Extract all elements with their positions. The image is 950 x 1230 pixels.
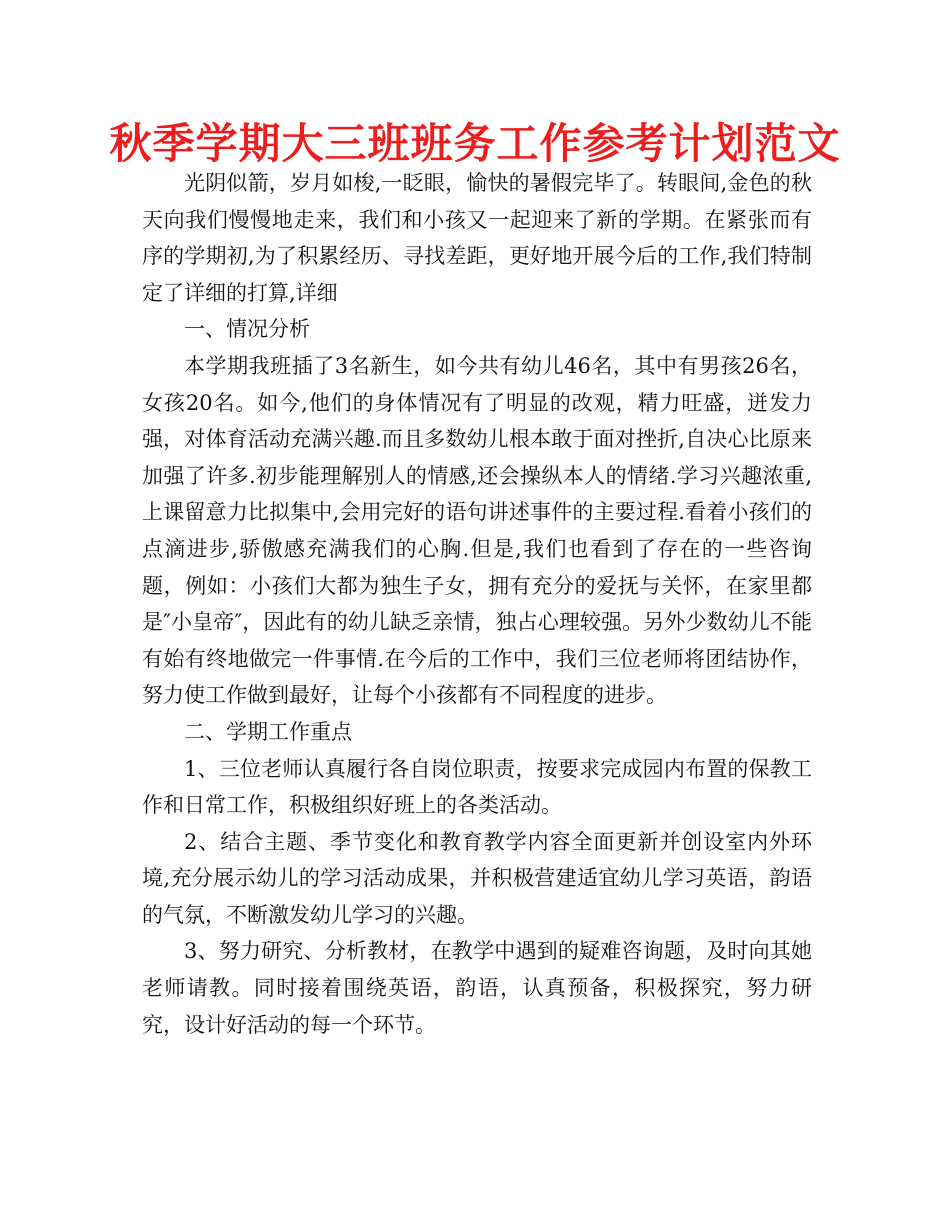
section-heading-work-focus: 二、学期工作重点	[184, 719, 352, 744]
work-focus-item-1: 1、三位老师认真履行各自岗位职责，按要求完成园内布置的保教工作和日常工作，积极组织好班上的各类活动。	[142, 756, 812, 818]
intro-paragraph: 光阴似箭，岁月如梭,一眨眼，愉快的暑假完毕了。转眼间,金色的秋天向我们慢慢地走来，我们和小孩又一起迎来了新的学期。在紧张而有序的学期初,为了积累经历、寻找差距，更好地开展今后的工作,我们特制定了详细的打算,详细	[142, 171, 812, 305]
document-title: 秋季学期大三班班务工作参考计划范文	[109, 119, 841, 168]
section-heading-situation-analysis: 一、情况分析	[184, 317, 310, 342]
situation-analysis-paragraph: 本学期我班插了3名新生，如今共有幼儿46名，其中有男孩26名，女孩20名。如今,他们的身体情况有了明显的改观，精力旺盛，迸发力强，对体育活动充满兴趣.而且多数幼儿根本敢于面对挫折,自决心比原来加强了许多.初步能理解别人的情感,还会操纵本人的情绪.学习兴趣浓重,上课留意力比拟集中,会用完好的语句讲述事件的主要过程.看着小孩们的点滴进步,骄傲感充满我们的心胸.但是,我们也看到了存在的一些咨询题，例如：小孩们大都为独生子女，拥有充分的爱抚与关怀，在家里都是″小皇帝″，因此有的幼儿缺乏亲情，独占心理较强。另外少数幼儿不能有始有终地做完一件事情.在今后的工作中，我们三位老师将团结协作，努力使工作做到最好，让每个小孩都有不同程度的进步。	[142, 353, 812, 708]
work-focus-item-3: 3、努力研究、分析教材，在教学中遇到的疑难咨询题，及时向其她老师请教。同时接着围绕英语，韵语，认真预备，积极探究，努力研究，设计好活动的每一个环节。	[142, 939, 812, 1037]
document-body	[142, 165, 812, 1043]
work-focus-item-2: 2、结合主题、季节变化和教育教学内容全面更新并创设室内外环境,充分展示幼儿的学习活动成果，并积极营建适宜幼儿学习英语，韵语的气氛，不断激发幼儿学习的兴趣。	[142, 829, 812, 927]
